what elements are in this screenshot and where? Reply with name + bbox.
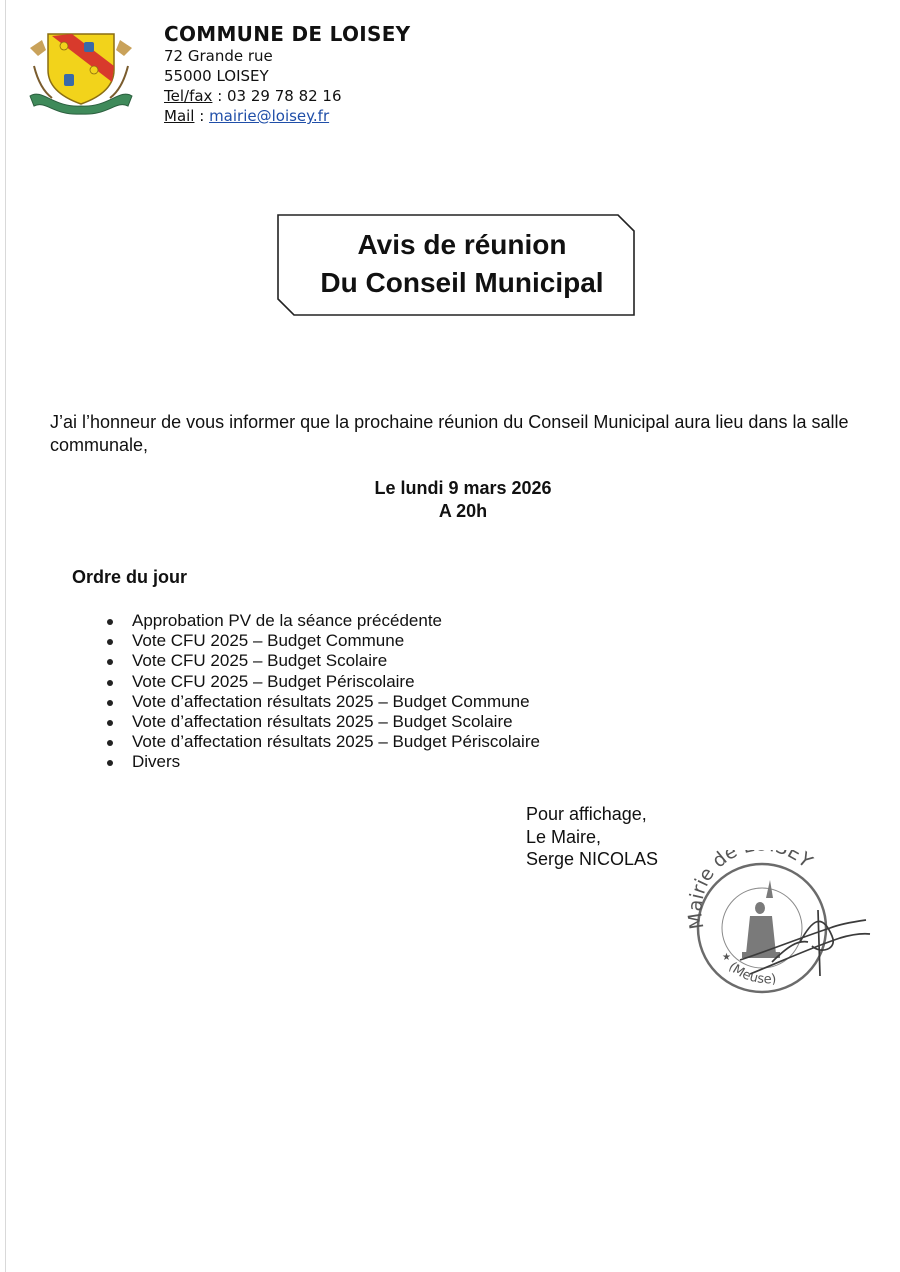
agenda-item-text: Vote d’affectation résultats 2025 – Budget Commune — [132, 691, 530, 711]
address-line-2: 55000 LOISEY — [164, 67, 269, 85]
agenda-item — [107, 611, 540, 631]
bullet-icon — [107, 700, 113, 706]
address-line-1: 72 Grande rue — [164, 47, 273, 65]
meeting-datetime — [0, 477, 900, 523]
agenda-item — [107, 752, 540, 772]
agenda-item-text: Approbation PV de la séance précédente — [132, 611, 443, 630]
tel-fax-line — [164, 86, 410, 106]
meeting-date: Le lundi 9 mars 2026 — [374, 478, 552, 498]
agenda-list — [107, 611, 540, 773]
bullet-icon — [107, 680, 113, 686]
notice-title-box — [276, 214, 636, 316]
signature-block — [526, 803, 658, 871]
agenda-item-text: Vote CFU 2025 – Budget Commune — [132, 631, 405, 651]
agenda-item — [107, 692, 540, 712]
commune-name: COMMUNE DE LOISEY — [164, 22, 411, 46]
agenda-item — [107, 732, 540, 752]
agenda-item-text: Vote d’affectation résultats 2025 – Budget Périscolaire — [132, 732, 540, 752]
agenda-item — [107, 631, 540, 651]
bullet-icon — [107, 639, 113, 645]
signature-line-3: Serge NICOLAS — [526, 849, 659, 869]
mail-separator: : — [194, 107, 210, 125]
tel-fax-value: : 03 29 78 82 16 — [212, 87, 342, 105]
mail-line — [164, 106, 410, 126]
stamp-text-top: Mairie de EY — [684, 850, 817, 931]
agenda-item-text: Vote d’affectation résultats 2025 – Budget Scolaire — [132, 712, 513, 732]
agenda-item — [107, 651, 540, 671]
mail-label: Mail — [164, 107, 195, 125]
meeting-time: A 20h — [438, 501, 488, 521]
stamp-text-bottom: (Meuse) — [725, 959, 778, 988]
stamp-figure — [742, 880, 780, 958]
signature-line-1: Pour affichage, — [526, 804, 647, 824]
agenda-heading: Ordre du jour — [72, 567, 188, 587]
title-line-1: Avis de réunion — [357, 229, 567, 260]
title-line-2: Du Conseil Municipal — [320, 267, 604, 298]
coat-of-arms-logo — [24, 26, 138, 118]
agenda-item-text: Divers — [132, 752, 181, 772]
agenda-item-text: Vote CFU 2025 – Budget Périscolaire — [132, 671, 415, 691]
commune-header — [164, 22, 410, 126]
page-left-edge — [5, 0, 6, 1272]
mairie-stamp — [680, 850, 880, 1000]
intro-paragraph: J’ai l’honneur de vous informer que la prochaine réunion du Conseil Municipal aura lieu dans la salle communale, — [50, 412, 849, 455]
mail-link[interactable]: mairie@loisey.fr — [209, 107, 330, 125]
bullet-icon — [107, 720, 113, 726]
agenda-item-text: Vote CFU 2025 – Budget Scolaire — [132, 651, 388, 671]
agenda-item — [107, 672, 540, 692]
stamp-star: ★ — [722, 952, 731, 963]
bullet-icon — [107, 619, 113, 625]
signature-line-2: Le Maire, — [526, 826, 602, 847]
agenda-item — [107, 712, 540, 732]
tel-fax-label: Tel/fax — [164, 87, 213, 105]
notice-title — [276, 226, 648, 302]
bullet-icon — [107, 659, 113, 665]
bullet-icon — [107, 740, 113, 746]
bullet-icon — [107, 760, 113, 766]
